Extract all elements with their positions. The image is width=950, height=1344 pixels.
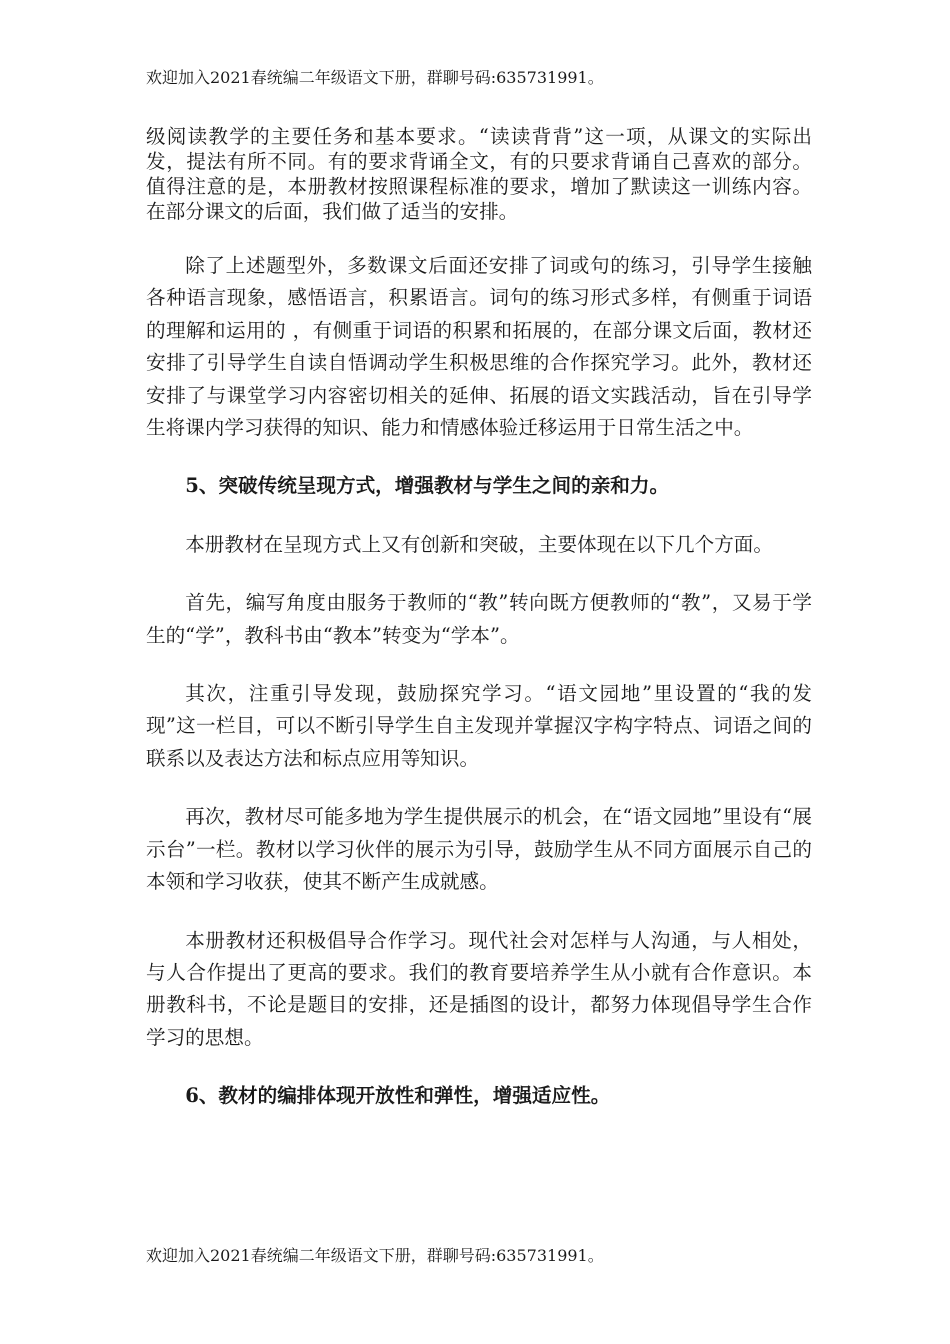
paragraph-cooperation: 本册教材还积极倡导合作学习。现代社会对怎样与人沟通，与人相处，与人合作提出了更高的要求。我们的教育要培养学生从小就有合作意识。本册教科书，不论是题目的安排，还是插图的设计，都努力体现倡导学生合作学习的思想。 (146, 928, 812, 1049)
paragraph-presentation-intro: 本册教材在呈现方式上又有创新和突破，主要体现在以下几个方面。 (185, 532, 773, 556)
paragraph-first: 首先，编写角度由服务于教师的“教”转向既方便教师的“教”，又易于学生的“学”，教科书由“教本”转变为“学本”。 (146, 591, 812, 647)
page-header: 欢迎加入2021春统编二年级语文下册，群聊号码:635731991。 (146, 68, 604, 87)
section-heading-5: 5、突破传统呈现方式，增强教材与学生之间的亲和力。 (185, 474, 670, 498)
paragraph-third: 再次，教材尽可能多地为学生提供展示的机会，在“语文园地”里设有“展示台”一栏。教材以学习伙伴的展示为引导，鼓励学生从不同方面展示自己的本领和学习收获，使其不断产生成就感。 (146, 805, 812, 894)
paragraph-reading-requirements: 级阅读教学的主要任务和基本要求。“读读背背”这一项，从课文的实际出发，提法有所不同。有的要求背诵全文，有的只要求背诵自己喜欢的部分。值得注意的是，本册教材按照课程标准的要求，增加了默读这一训练内容。在部分课文的后面，我们做了适当的安排。 (146, 125, 812, 223)
page-footer: 欢迎加入2021春统编二年级语文下册，群聊号码:635731991。 (146, 1246, 604, 1265)
document-body (146, 124, 812, 1113)
paragraph-second: 其次，注重引导发现，鼓励探究学习。“语文园地”里设置的“我的发现”这一栏目，可以不断引导学生自主发现并掌握汉字构字特点、词语之间的联系以及表达方法和标点应用等知识。 (146, 682, 812, 770)
paragraph-exercises: 除了上述题型外，多数课文后面还安排了词或句的练习，引导学生接触各种语言现象，感悟语言，积累语言。词句的练习形式多样，有侧重于词语的理解和运用的 ，有侧重于词语的积累和拓展的，在部分课文后面，教材还安排了引导学生自读自悟调动学生积极思维的合作探究学习。此外，教材还安排了与课堂学习内容密切相关的延伸、拓展的语文实践活动，旨在引导学生将课内学习获得的知识、能力和情感体验迁移运用于日常生活之中。 (146, 254, 812, 440)
section-heading-6: 6、教材的编排体现开放性和弹性，增强适应性。 (185, 1084, 611, 1108)
